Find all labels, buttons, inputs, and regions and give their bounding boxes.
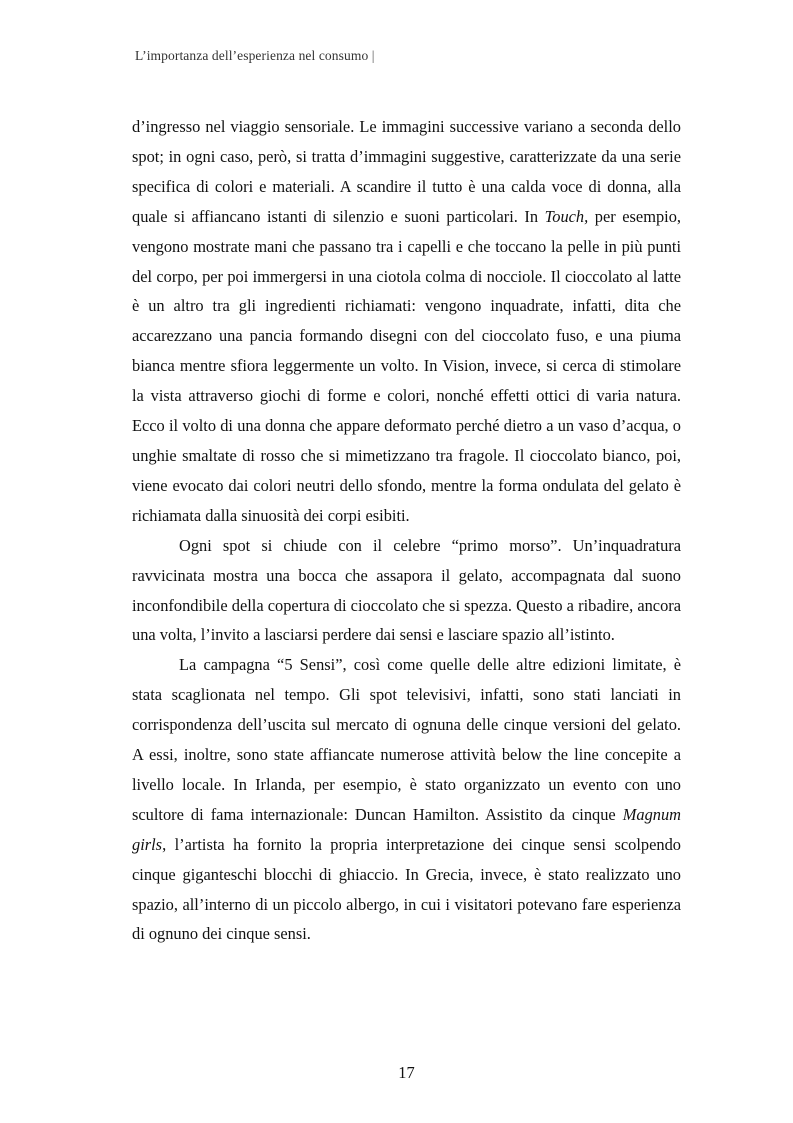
header-separator: | xyxy=(371,48,375,63)
paragraph-1-text-b: per esempio, vengono mostrate mani che passano tra i capelli e che toccano la pelle in più punti del corpo, per poi immergersi in una ciotola colma di nocciole. Il cioccolato al latte è un altro tra gli ingredienti richiamati: vengono inquadrate, infatti, dita che accarezzano una pancia formando disegni con del cioccolato fuso, e una piuma bianca mentre sfiora leggermente un volto. In Vision, invece, si cerca di stimolare la vista attraverso giochi di forme e colori, nonché effetti ottici di varia natura. Ecco il volto di una donna che appare deformato perché dietro a un vaso d’acqua, o unghie smaltate di rosso che si mimetizzano tra fragole. Il cioccolato bianco, poi, viene evocato dai colori neutri dello sfondo, mentre la forma ondulata del gelato è richiamata dalla sinuosità dei corpi esibiti. xyxy=(132,206,681,525)
body-text xyxy=(132,112,681,949)
running-header xyxy=(135,48,375,64)
paragraph-3 xyxy=(132,650,681,949)
paragraph-1 xyxy=(132,112,681,531)
paragraph-2 xyxy=(132,531,681,651)
paragraph-3-text-b: , l’artista ha fornito la propria interpretazione dei cinque sensi scolpendo cinque giganteschi blocchi di ghiaccio. In Grecia, invece, è stato realizzato uno spazio, all’interno di un piccolo albergo, in cui i visitatori potevano fare esperienza di ognuno dei cinque sensi. xyxy=(132,834,681,944)
paragraph-3-text-a: La campagna “5 Sensi”, così come quelle delle altre edizioni limitate, è stata scaglionata nel tempo. Gli spot televisivi, infatti, sono stati lanciati in corrispondenza dell’uscita sul mercato di ognuna delle cinque versioni del gelato. A essi, inoltre, sono state affiancate numerose attività below the line concepite a livello locale. In Irlanda, per esempio, è stato organizzato un evento con uno scultore di fama internazionale: Duncan Hamilton. Assistito da cinque xyxy=(132,655,681,824)
paragraph-1-text-a: d’ingresso nel viaggio sensoriale. Le immagini successive variano a seconda dello spot; in ogni caso, però, si tratta d’immagini suggestive, caratterizzate da una serie specifica di colori e materiali. A scandire il tutto è una calda voce di donna, alla quale si affiancano istanti di silenzio e suoni particolari. In xyxy=(132,117,681,226)
magnum-girls: Magnum girls xyxy=(132,804,681,854)
page-number: 17 xyxy=(398,1063,415,1082)
paragraph-2-text: Ogni spot si chiude con il celebre “primo morso”. Un’inquadratura ravvicinata mostra una bocca che assapora il gelato, accompagnata dal suono inconfondibile della copertura di cioccolato che si spezza. Questo a ribadire, ancora una volta, l’invito a lasciarsi perdere dai sensi e lasciare spazio all’istinto. xyxy=(132,535,681,645)
title-touch: Touch, xyxy=(544,206,589,226)
header-title: L’importanza dell’esperienza nel consumo xyxy=(135,48,369,63)
